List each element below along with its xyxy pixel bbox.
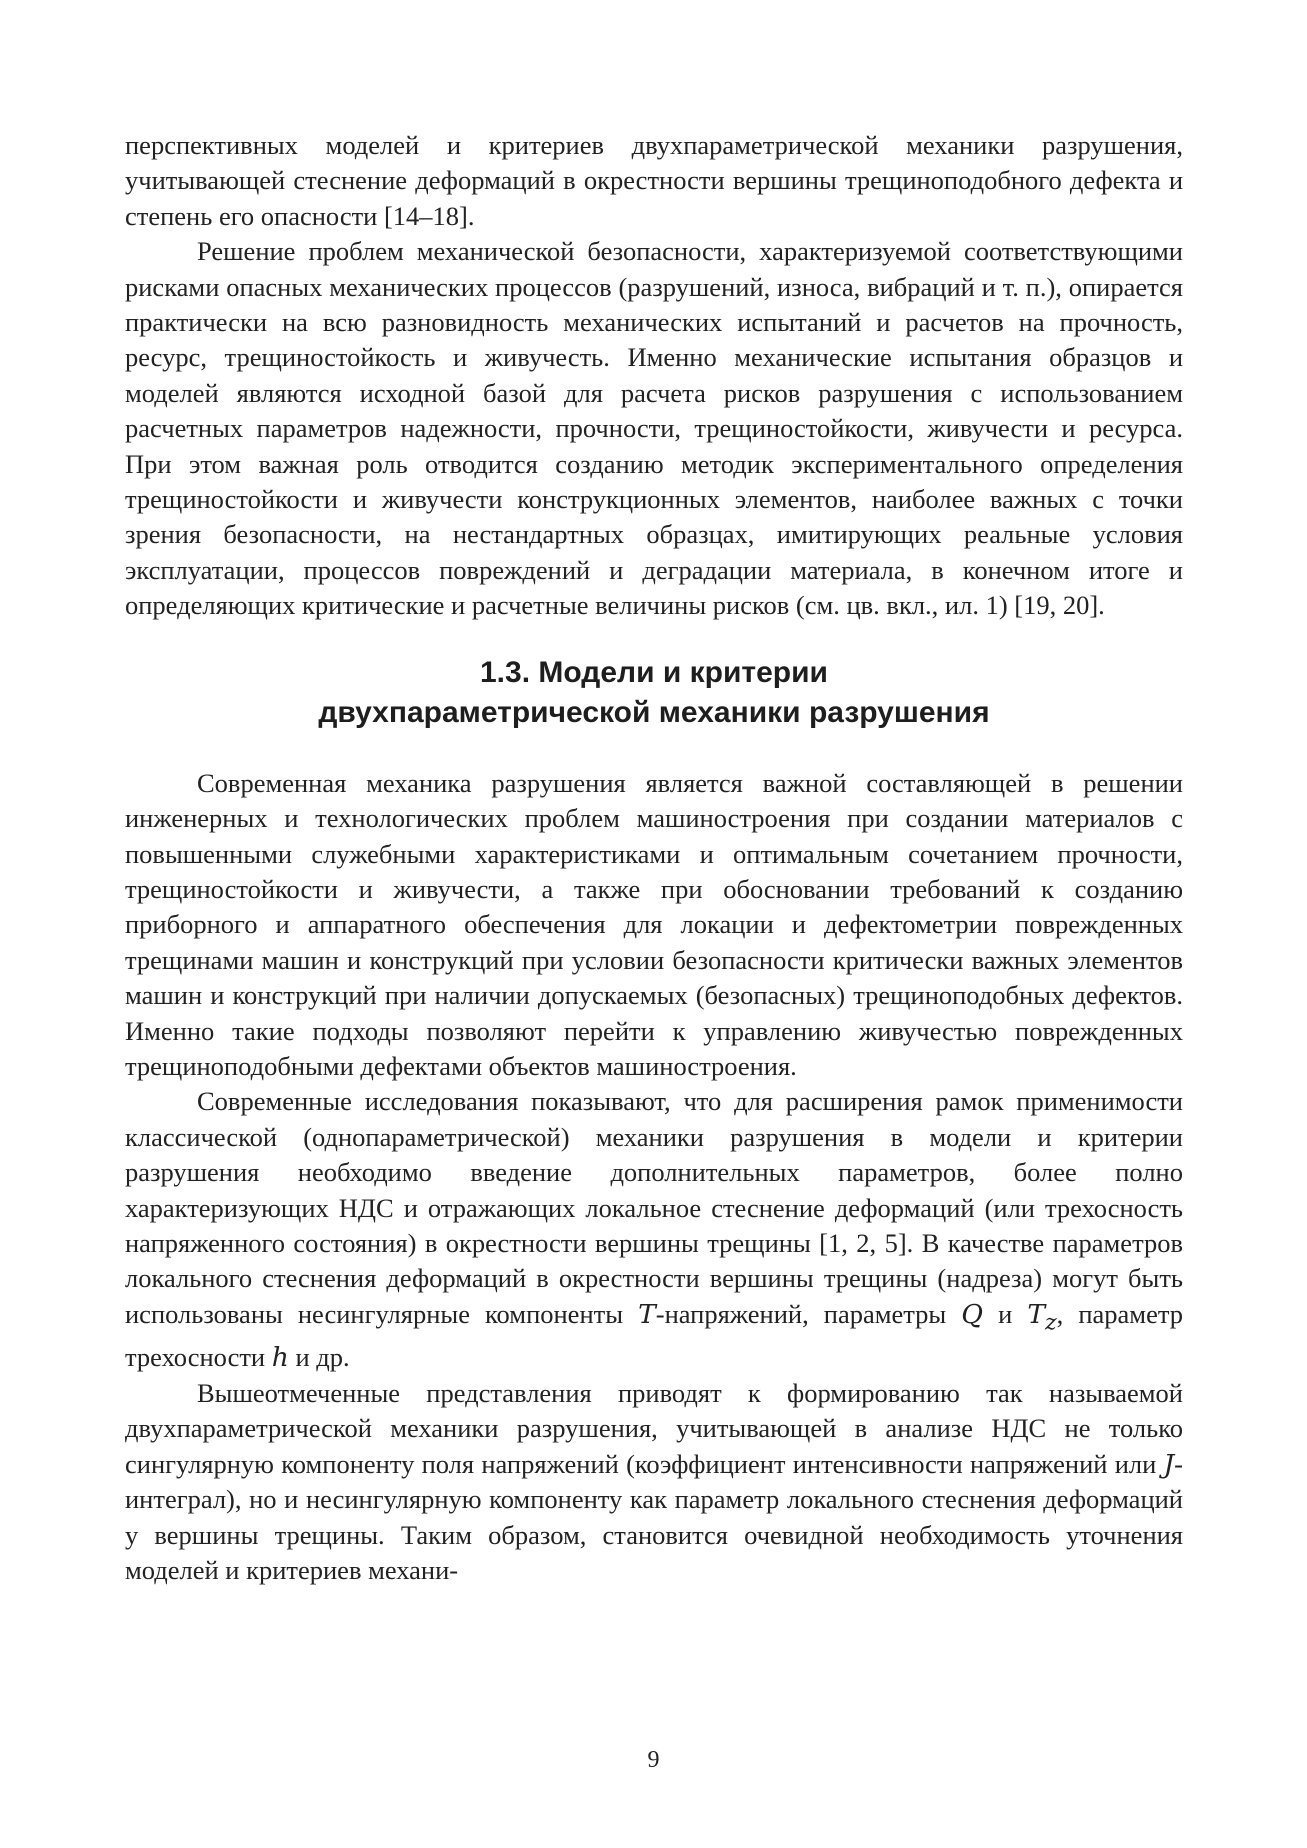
paragraph-4-text-d: , параметр трехосности	[125, 1298, 1183, 1373]
paragraph-3: Современная механика разрушения является важной составляющей в решении инженерных и технологических проблем машиностроения при создании материалов с повышенными служебными характеристиками и оптимальным сочетанием прочности, трещиностойкости и живучести, а также при обосновании требований к созданию приборного и аппаратного обеспечения для локации и дефектометрии поврежденных трещинами машин и конструкций при условии безопасности критически важных элементов машин и конструкций при наличии допускаемых (безопасных) трещиноподобных дефектов. Именно такие подходы позволяют перейти к управлению живучестью поврежденных трещиноподобными дефектами объектов машиностроения.	[125, 767, 1183, 1081]
paragraph-4	[125, 1084, 1183, 1376]
paragraph-5-text-a: Вышеотмеченные представления приводят к формированию так называемой двухпараметрической механики разрушения, учитывающей в анализе НДС не только сингулярную компоненту поля напряжений (коэффициент интенсивности напряжений или	[125, 1377, 1183, 1479]
section-heading	[125, 653, 1183, 733]
math-symbol-T: T	[638, 1298, 656, 1330]
paragraph-5-text-b: -интеграл), но и несингулярную компоненту как параметр локального стеснения деформаций у вершины трещины. Таким образом, становится очевидной необходимость уточнения моделей и критериев механи-	[125, 1448, 1183, 1585]
paragraph-4-text-a: Современные исследования показывают, что для расширения рамок применимости классической (однопараметрической) механики разрушения в модели и критерии разрушения необходимо введение дополнительных параметров, более полно характеризующих НДС и отражающих локальное стеснение деформаций (или трехосность напряженного состояния) в окрестности вершины трещины [1, 2, 5]. В качестве параметров локального стеснения деформаций в окрестности вершины трещины (надреза) могут быть использованы несингулярные компоненты	[125, 1086, 1183, 1329]
section-heading-line-1: 1.3. Модели и критерии	[479, 655, 828, 689]
section-heading-line-2: двухпараметрической механики разрушения	[318, 695, 990, 729]
math-symbol-Tz-subscript: z	[1045, 1310, 1057, 1336]
paragraph-4-text-e: и др.	[288, 1342, 350, 1373]
paragraph-4-text-b: -напряжений, параметры	[655, 1298, 962, 1329]
paragraph-5	[125, 1376, 1183, 1588]
paragraph-1: перспективных моделей и критериев двухпараметрической механики разрушения, учитывающей стеснение деформаций в окрестности вершины трещиноподобного дефекта и степень его опасности [14–18].	[125, 130, 1183, 231]
paragraph-2: Решение проблем механической безопасности, характеризуемой соответствующими рисками опасных механических процессов (разрушений, износа, вибраций и т. п.), опирается практически на всю разновидность механических испытаний и расчетов на прочность, ресурс, трещиностойкость и живучесть. Именно механические испытания образцов и моделей являются исходной базой для расчета рисков разрушения с использованием расчетных параметров надежности, прочности, трещиностойкости, живучести и ресурса. При этом важная роль отводится созданию методик экспериментального определения трещиностойкости и живучести конструкционных элементов, наиболее важных с точки зрения безопасности, на нестандартных образцах, имитирующих реальные условия эксплуатации, процессов повреждений и деградации материала, в конечном итоге и определяющих критические и расчетные величины рисков (см. цв. вкл., ил. 1) [19, 20].	[125, 236, 1183, 621]
page-body	[125, 128, 1183, 1588]
math-symbol-Tz	[1027, 1298, 1057, 1336]
math-symbol-Tz-base: T	[1027, 1298, 1046, 1330]
math-symbol-h: h	[271, 1342, 289, 1374]
math-symbol-J: J	[1163, 1448, 1175, 1480]
page-number: 9	[647, 1747, 660, 1773]
paragraph-4-text-c: и	[983, 1298, 1028, 1329]
math-symbol-Q: Q	[961, 1298, 984, 1330]
